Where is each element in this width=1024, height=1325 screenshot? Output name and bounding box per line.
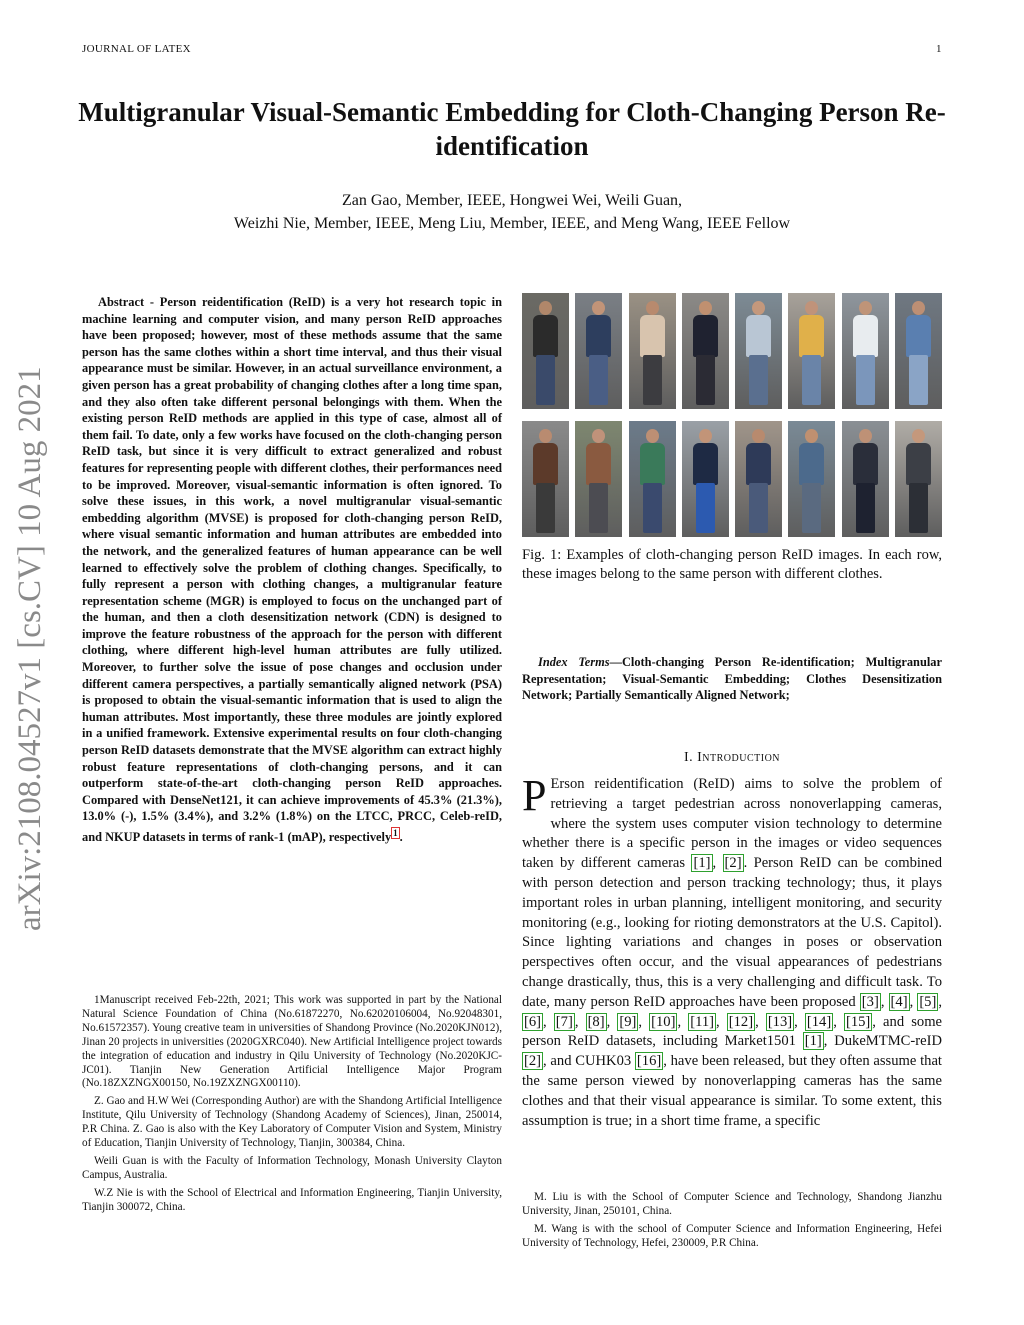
- section-title: Introduction: [697, 750, 781, 765]
- citation-group: [3] , [4] , [5] , [6] , [7] , [8] , [9] , [10] , [11] , [12] , [13] , [14] , [15]: [524, 993, 942, 1030]
- abstract-text: Abstract - Person reidentification (ReID) is a very hot research topic in machine learning and computer vision, and many person ReID approaches have been proposed; however, most of these methods assume that the same person has the same clothes within a short time interval, and thus their visual appearance must be similar. However, in an actual surveillance environment, a given person has a great probability of changing clothes after a long time span, and they also often take different personal belongings with them. When the existing person ReID methods are applied in this type of case, almost all of them fail. To date, only a few works have focused on the cloth-changing person ReID task, but since it is very difficult to extract generalized and robust features for representing people with different clothes, their performances need to be improved. Moreover, visual-semantic information is often ignored. To solve these issues, in this work, a novel multigranular visual-semantic embedding algorithm (MVSE) is proposed for cloth-changing person ReID, where visual semantic information and human attributes are embedded into the network, and the generalized features of human appearance can be well learned to effectively solve the problem of clothing changes. Specifically, to fully represent a person with clothing changes, a multigranular feature representation scheme (MGR) is employed to focus on the unchanged part of the human, and then a cloth desensitization network (CDN) is designed to improve the feature robustness of the approach for the person with different clothing, where different high-level human attributes are fully utilized. Moreover, to further solve the issue of pose changes and occlusion under different camera perspectives, a partially semantically aligned network (PSA) is proposed to obtain the visual-semantic information that is used to align the human attributes. Most importantly, these three modules are jointly explored in a unified framework. Extensive experimental results on four cloth-changing person ReID datasets demonstrate that the MVSE algorithm can extract highly robust feature representations of cloth-changing persons, and it can outperform state-of-the-art cloth-changing person ReID approaches. Compared with DenseNet121, it can achieve improvements of 45.3% (21.3%), 13.0% (-), 1.5% (3.4%), and 3.2% (1.8%) on the LTCC, PRCC, Celeb-reID, and NKUP datasets in terms of rank-1 (mAP), respectively: [82, 295, 502, 845]
- author-list: [60, 189, 964, 235]
- author-line-2: Weizhi Nie, Member, IEEE, Meng Liu, Member, IEEE, and Meng Wang, IEEE Fellow: [233, 215, 791, 232]
- figure-caption: Fig. 1: Examples of cloth-changing person ReID images. In each row, these images belong to the same person with different clothes.: [522, 547, 942, 582]
- index-terms-label: Index Terms: [538, 655, 610, 669]
- citation-link[interactable]: [1]: [693, 855, 711, 872]
- running-header: JOURNAL OF LATEX: [82, 43, 191, 55]
- figure-row: [522, 421, 942, 537]
- intro-text: . Person ReID can be combined with person detection and person tracking technology; thus, it plays important roles in urban planning, intelligent monitoring, and security monitoring (e.g., looking for rioting demonstrators at the U.S. Capitol). Since lighting variations and changes in poses or observation perspectives often occur, and the visual appearances of pedestrians change drastically, thus, this is a very challenging and difficult task. To date, many person ReID approaches have been proposed: [522, 855, 942, 1010]
- citation-link[interactable]: [2]: [724, 855, 742, 872]
- page-number: 1: [936, 43, 942, 55]
- person-photo: [575, 293, 622, 409]
- section-number: I.: [683, 750, 694, 765]
- person-photo: [682, 421, 729, 537]
- person-photo: [895, 421, 942, 537]
- person-photo: [629, 421, 676, 537]
- index-terms-text: —Cloth-changing Person Re-identification; Multigranular Representation; Visual-Semantic Embedding; Clothes Desensitization Network; Partially Semantically Aligned Network;: [522, 655, 942, 703]
- intro-paragraph: [522, 771, 943, 1131]
- footnote-link[interactable]: 1: [393, 828, 398, 838]
- intro-text: , DukeMTMC-reID: [823, 1033, 943, 1050]
- author-line-1: Zan Gao, Member, IEEE, Hongwei Wei, Weili Guan,: [341, 192, 683, 209]
- footnotes-left: [82, 994, 502, 1219]
- section-heading: [522, 750, 942, 766]
- person-photo: [842, 421, 889, 537]
- drop-cap: P: [522, 771, 547, 820]
- person-photo: [522, 421, 569, 537]
- intro-text: ,: [712, 855, 723, 872]
- figure-row: [522, 293, 942, 409]
- person-photo: [629, 293, 676, 409]
- person-photo: [682, 293, 729, 409]
- citation-link[interactable]: [16]: [636, 1053, 662, 1070]
- citation-link[interactable]: [8]: [587, 1013, 605, 1030]
- citation-link[interactable]: [11]: [690, 1013, 714, 1030]
- citation-link[interactable]: [15]: [845, 1013, 871, 1030]
- citation-link[interactable]: [12]: [728, 1013, 754, 1030]
- citation-link[interactable]: [5]: [919, 993, 937, 1010]
- footnote-affiliation-nie: W.Z Nie is with the School of Electrical and Information Engineering, Tianjin University, Tianjin 300072, China.: [82, 1186, 502, 1213]
- person-photo: [895, 293, 942, 409]
- index-terms: [522, 654, 942, 704]
- citation-link[interactable]: [9]: [619, 1013, 637, 1030]
- footnote-affiliation-wang: M. Wang is with the school of Computer Science and Information Engineering, Hefei University of Technology, Hefei, 230009, P.R China.: [522, 1222, 942, 1249]
- person-photo: [735, 421, 782, 537]
- abstract-end: .: [399, 830, 403, 845]
- person-photo: [788, 293, 835, 409]
- person-photo: [842, 293, 889, 409]
- arxiv-watermark: arXiv:2108.04527v1 [cs.CV] 10 Aug 2021: [12, 366, 48, 931]
- citation-link[interactable]: [1]: [804, 1033, 822, 1050]
- paper-title: Multigranular Visual-Semantic Embedding for Cloth-Changing Person Re-identification: [78, 97, 946, 161]
- citation-link[interactable]: [4]: [890, 993, 908, 1010]
- person-photo: [788, 421, 835, 537]
- citation-link[interactable]: [7]: [555, 1013, 573, 1030]
- footnote-affiliation-gao: Z. Gao and H.W Wei (Corresponding Author) are with the Shandong Artificial Intelligence Institute, Qilu University of Technology (Shandong Academy of Sciences), Jinan, 250014, P.R China. Z. Gao is also with the Key Laboratory of Computer Vision and System, Ministry of Education, Tianjin University of Technology, Tianjin, 300384, China.: [82, 1095, 502, 1150]
- footnote-affiliation-liu: M. Liu is with the School of Computer Science and Technology, Shandong Jianzhu University, Jinan, 250101, China.: [522, 1191, 942, 1217]
- person-photo: [735, 293, 782, 409]
- footnote-funding: 1Manuscript received Feb-22th, 2021; This work was supported in part by the National Natural Science Foundation of China (No.61872270, No.62020106004, No.92048301, No.61572357). Young creative team in universities of Shandong Province (No.2020KJN012), Jinan 20 projects in universities (2020GXRC040). New Artificial Intelligence project towards the integration of education and industry in Qilu University of Technology (No.2020KJC-JC01). Tianjin New Generation Artificial Intelligence Major Program (No.18ZXZNGX00150, No.19ZXZNGX00110).: [82, 994, 502, 1090]
- intro-text: , and CUHK03: [543, 1053, 635, 1070]
- citation-link[interactable]: [2]: [524, 1053, 542, 1070]
- intro-text: , have been released, but they often assume that the same person viewed by nonoverlapping cameras has the same clothes and that their visual appearance is similar. To some extent, this assumption is true; in a short time frame, a specific: [522, 1053, 942, 1129]
- intro-text: , and some person ReID datasets, including Market1501: [522, 1013, 943, 1050]
- abstract: [82, 294, 502, 846]
- citation-link[interactable]: [14]: [806, 1013, 832, 1030]
- footnote-affiliation-guan: Weili Guan is with the Faculty of Information Technology, Monash University Clayton Campus, Australia.: [82, 1154, 502, 1181]
- person-photo: [522, 293, 569, 409]
- citation-link[interactable]: [10]: [651, 1013, 676, 1030]
- figure-1: [522, 293, 942, 537]
- intro-text: Erson reidentification (ReID) aims to solve the problem of retrieving a target pedestrian across nonoverlapping cameras, where the system uses computer vision technology to determine whether there is a specific person in the images or video sequences taken by different cameras: [522, 776, 942, 872]
- citation-link[interactable]: [13]: [767, 1013, 793, 1030]
- citation-link[interactable]: [3]: [861, 993, 879, 1010]
- person-photo: [575, 421, 622, 537]
- citation-link[interactable]: [6]: [524, 1013, 542, 1030]
- footnotes-right: [522, 1191, 942, 1255]
